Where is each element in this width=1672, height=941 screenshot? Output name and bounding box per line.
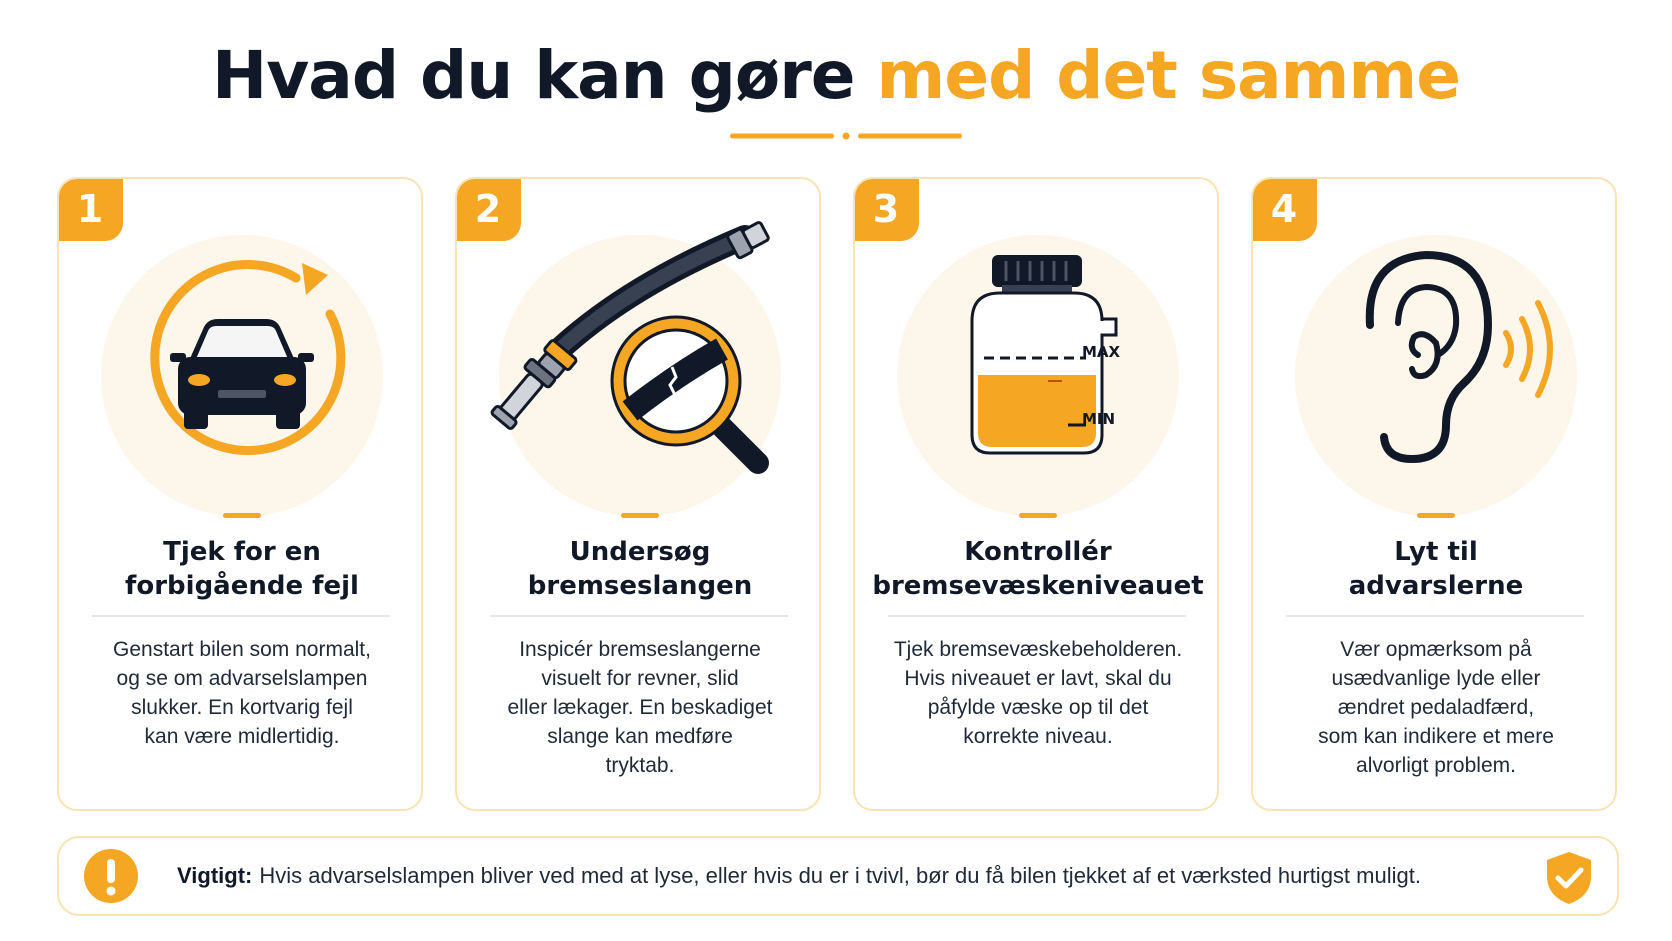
shield-check-icon — [1543, 850, 1595, 906]
step-number-badge: 1 — [57, 177, 123, 241]
title-dash-decoration — [1019, 513, 1057, 518]
step-card-1 — [57, 177, 423, 811]
fluid-reservoir-icon — [878, 215, 1198, 535]
brake-hose-magnifier-icon — [480, 215, 800, 535]
title-dash-decoration — [1417, 513, 1455, 518]
card-divider — [888, 615, 1186, 617]
step-title: Lyt til advarslerne — [1348, 537, 1524, 601]
car-restart-icon — [82, 215, 402, 535]
card-divider — [490, 615, 788, 617]
step-title: Kontrollér bremsevæskeniveauet — [872, 537, 1204, 601]
card-divider — [1286, 615, 1584, 617]
step-number-badge: 3 — [853, 177, 919, 241]
step-description: Inspicér bremseslangerne visuelt for revner, slid eller lækager. En beskadiget slange kan medføre tryktab. — [507, 638, 773, 777]
notice-label: Vigtigt: — [177, 863, 253, 888]
exclamation-icon — [83, 848, 139, 904]
title-dash-decoration — [621, 513, 659, 518]
max-level-label: MAX — [1082, 343, 1121, 361]
page-title — [0, 36, 1672, 116]
step-card-3 — [853, 177, 1219, 811]
important-notice-bar — [57, 836, 1619, 916]
step-title: Undersøg bremseslangen — [527, 537, 753, 601]
step-number-badge: 2 — [455, 177, 521, 241]
step-description: Vær opmærksom på usædvanlige lyde eller ændret pedaladfærd, som kan indikere et mere alvorligt problem. — [1318, 638, 1554, 777]
step-title: Tjek for en forbigående fejl — [125, 537, 359, 601]
step-card-4 — [1251, 177, 1617, 811]
title-underline-decoration — [730, 132, 962, 140]
min-level-label: MIN — [1082, 410, 1116, 428]
notice-text — [177, 838, 1421, 914]
notice-message: Hvis advarselslampen bliver ved med at lyse, eller hvis du er i tvivl, bør du få bilen tjekket af et værksted hurtigst muligt. — [259, 863, 1421, 888]
ear-listening-icon — [1276, 215, 1596, 535]
title-dash-decoration — [223, 513, 261, 518]
step-description: Genstart bilen som normalt, og se om advarselslampen slukker. En kortvarig fejl kan være midlertidig. — [113, 638, 371, 748]
title-accent-part: med det samme — [876, 37, 1460, 114]
step-number-badge: 4 — [1251, 177, 1317, 241]
title-dark-part: Hvad du kan gøre — [212, 37, 855, 114]
card-divider — [92, 615, 390, 617]
step-card-2 — [455, 177, 821, 811]
step-description: Tjek bremsevæskebeholderen. Hvis niveauet er lavt, skal du påfylde væske op til det korrekte niveau. — [893, 638, 1183, 748]
